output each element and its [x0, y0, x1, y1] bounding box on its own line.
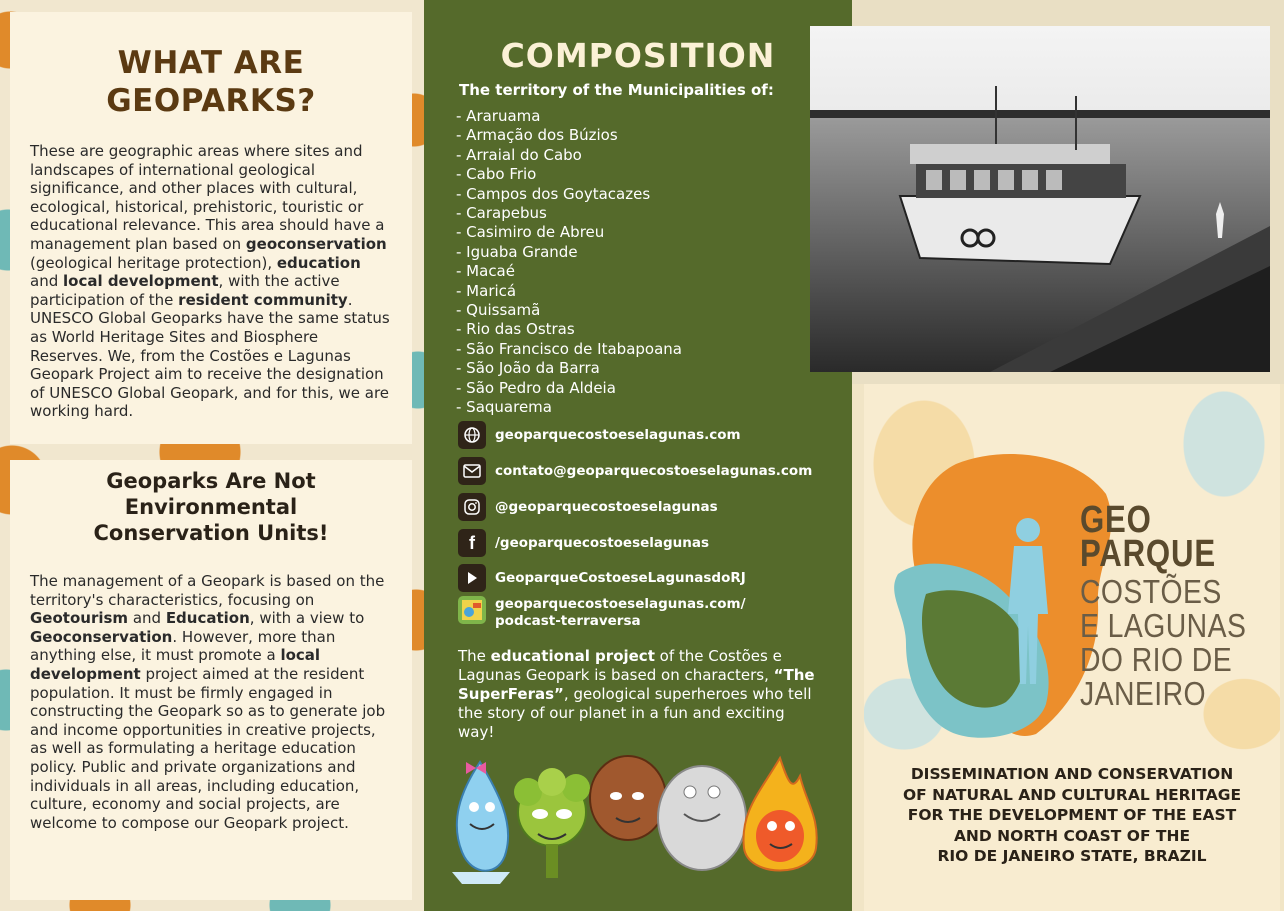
- title-line-2: GEOPARKS?: [106, 83, 316, 119]
- title-line-1: WHAT ARE: [117, 45, 305, 81]
- geopark-management-text: The management of a Geopark is based on the territory's characteristics, focusing on Geotourism and Education, with a view to Geoconservation. However, more than anything else, it must promote a local development project aimed at the resident population. It must be firmly engaged in constructing the Geopark so as to generate job and income opportunities in creative projects, as well as formulating a heritage education policy. Public and private organizations and individuals in all areas, including education, culture, economy and social projects, are welcome to compose our Geopark project.: [30, 572, 386, 832]
- dissemination-line-4: AND NORTH COAST OF THE: [953, 826, 1191, 845]
- not-conservation-units-title: [10, 460, 412, 546]
- podcast-link[interactable]: [495, 596, 746, 630]
- podcast-terraversa-icon: [458, 596, 486, 624]
- educational-project-text: The educational project of the Costões e Lagunas Geopark is based on characters, “The SuperFeras”, geological superheroes who tell the story of our planet in a fun and exciting way!: [458, 647, 815, 741]
- superferas-characters-illustration: [440, 752, 840, 892]
- municipalities-heading: The territory of the Municipalities of:: [459, 81, 774, 99]
- grey-stone-character: [658, 766, 746, 870]
- mail-icon: [458, 457, 486, 485]
- contact-youtube[interactable]: [458, 564, 746, 592]
- logo-parque-text: PARQUE: [1080, 533, 1216, 575]
- municipality-item: - Cabo Frio: [456, 165, 537, 184]
- municipality-item: - Armação dos Búzios: [456, 126, 618, 145]
- municipality-item: - São João da Barra: [456, 359, 600, 378]
- municipality-item: - Maricá: [456, 281, 517, 300]
- municipality-item: - Campos dos Goytacazes: [456, 184, 651, 203]
- logo-janeiro-text: JANEIRO: [1080, 675, 1207, 712]
- youtube-play-icon: [458, 564, 486, 592]
- municipalities-list: [456, 107, 682, 418]
- subtitle-line-1: Geoparks Are Not: [106, 469, 316, 493]
- municipality-item: - Macaé: [456, 262, 515, 281]
- water-drop-character: [452, 762, 510, 884]
- green-tree-character: [514, 768, 590, 878]
- contact-facebook[interactable]: [458, 529, 709, 557]
- municipality-item: - Arraial do Cabo: [456, 145, 582, 164]
- facebook-icon: f: [458, 529, 486, 557]
- instagram-link[interactable]: @geoparquecostoeselagunas: [495, 499, 718, 515]
- municipality-item: - Saquarema: [456, 398, 552, 417]
- municipality-item: - Casimiro de Abreu: [456, 223, 605, 242]
- dissemination-statement: [864, 764, 1280, 867]
- contact-website[interactable]: [458, 421, 741, 449]
- municipality-item: - Iguaba Grande: [456, 242, 578, 261]
- logo-rio-de-text: DO RIO DE: [1080, 641, 1233, 678]
- what-are-geoparks-panel: [10, 12, 412, 444]
- composition-title: COMPOSITION: [500, 36, 776, 75]
- geopark-cover-panel: [852, 384, 1284, 911]
- podcast-link-line2: podcast-terraversa: [495, 613, 641, 629]
- contact-instagram[interactable]: [458, 493, 718, 521]
- not-conservation-units-panel: [10, 460, 412, 900]
- podcast-link-line1: geoparquecostoeselagunas.com/: [495, 596, 746, 612]
- brown-rock-character: [590, 756, 666, 840]
- municipality-item: - Rio das Ostras: [456, 320, 575, 339]
- dissemination-line-5: RIO DE JANEIRO STATE, BRAZIL: [937, 847, 1207, 866]
- email-link[interactable]: contato@geoparquecostoeselagunas.com: [495, 463, 813, 479]
- municipality-item: - Quissamã: [456, 301, 541, 320]
- contact-podcast[interactable]: [458, 596, 746, 630]
- municipality-item: - Carapebus: [456, 204, 547, 223]
- logo-costoes-text: COSTÕES: [1080, 573, 1222, 610]
- dissemination-line-3: FOR THE DEVELOPMENT OF THE EAST: [907, 806, 1237, 825]
- facebook-link[interactable]: /geoparquecostoeselagunas: [495, 535, 710, 551]
- composition-column: [424, 0, 852, 911]
- logo-lagunas-text: E LAGUNAS: [1080, 607, 1247, 644]
- subtitle-line-2: Environmental: [124, 495, 298, 519]
- boat-on-lagoon-photo: [810, 26, 1270, 372]
- municipality-item: - Araruama: [456, 107, 541, 125]
- fire-character: [743, 758, 816, 871]
- what-are-geoparks-title: [10, 44, 412, 120]
- globe-icon: [458, 421, 486, 449]
- dissemination-line-2: OF NATURAL AND CULTURAL HERITAGE: [902, 785, 1242, 804]
- municipality-item: - São Pedro da Aldeia: [456, 378, 616, 397]
- contact-email[interactable]: [458, 457, 812, 485]
- youtube-link[interactable]: GeoparqueCostoeseLagunasdoRJ: [495, 570, 746, 586]
- dissemination-line-1: DISSEMINATION AND CONSERVATION: [910, 765, 1234, 783]
- geoparks-intro-text: These are geographic areas where sites and landscapes of international geological significance, and other places with cultural, ecological, historical, prehistoric, touristic or educational relevance. This area should have a management plan based on geoconservation (geological heritage protection), education and local development, with the active participation of the resident community. UNESCO Global Geoparks have the same status as World Heritage Sites and Biosphere Reserves. We, from the Costões e Lagunas Geopark Project aim to receive the designation of UNESCO Global Geopark, and for this, we are working hard.: [30, 142, 390, 421]
- subtitle-line-3: Conservation Units!: [93, 521, 329, 545]
- municipality-item: - São Francisco de Itabapoana: [456, 339, 682, 358]
- instagram-icon: [458, 493, 486, 521]
- website-link[interactable]: geoparquecostoeselagunas.com: [495, 427, 741, 443]
- logo-geo-text: GEO: [1080, 499, 1152, 541]
